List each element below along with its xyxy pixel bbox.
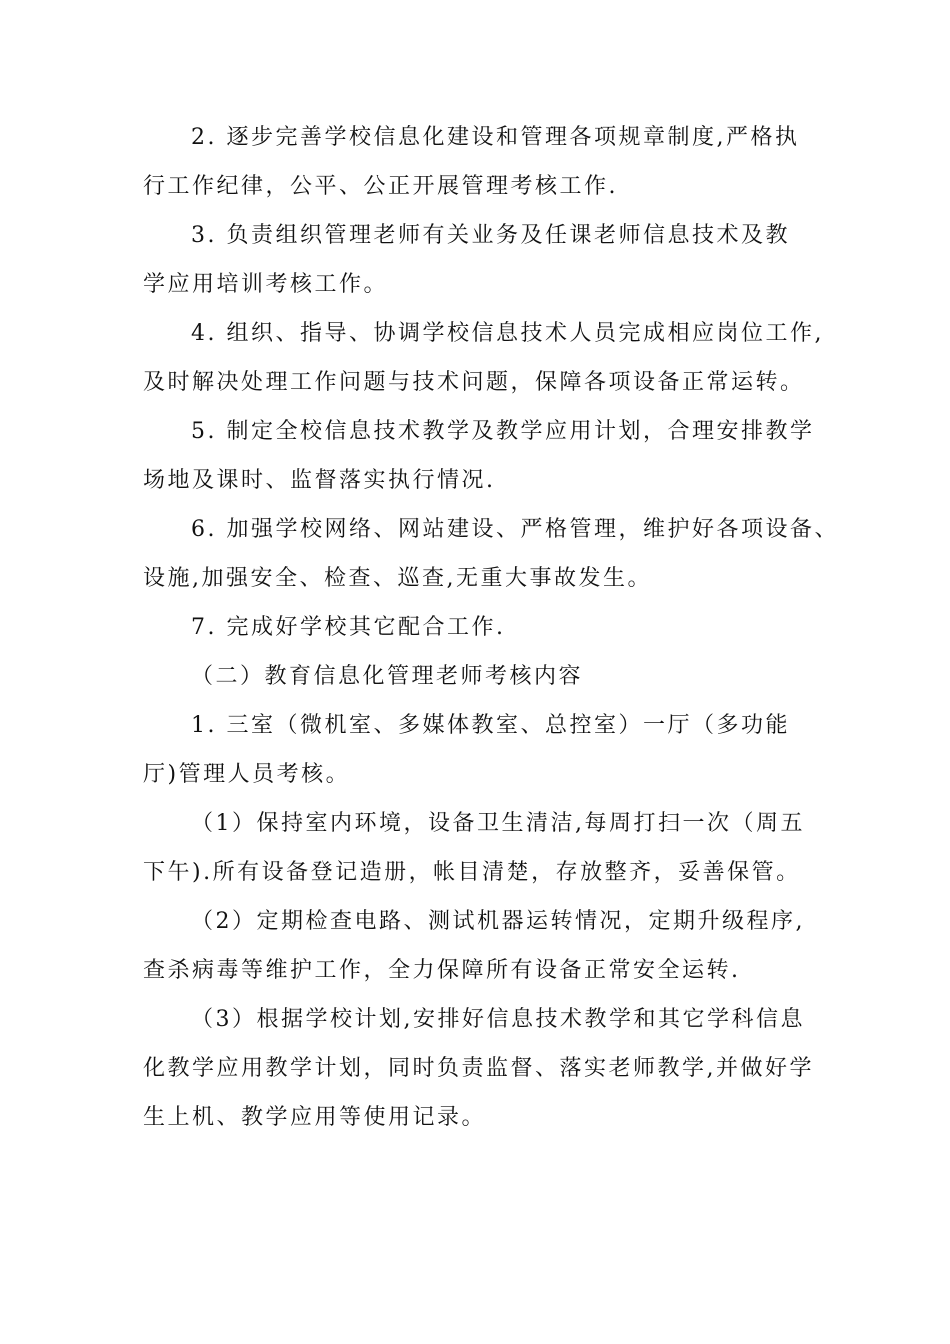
paragraph-line: 下午).所有设备登记造册，帐目清楚，存放整齐，妥善保管。	[143, 860, 801, 885]
paragraph-line: （1）保持室内环境，设备卫生清洁,每周打扫一次（周五	[191, 811, 805, 836]
paragraph-line: （2）定期检查电路、测试机器运转情况，定期升级程序,	[191, 909, 805, 934]
paragraph-line: 2. 逐步完善学校信息化建设和管理各项规章制度,严格执	[191, 125, 800, 150]
paragraph-line: 场地及课时、监督落实执行情况.	[143, 468, 496, 493]
paragraph-line: 5. 制定全校信息技术教学及教学应用计划，合理安排教学	[191, 419, 815, 444]
paragraph-line: 设施,加强安全、检查、巡查,无重大事故发生。	[143, 566, 652, 591]
paragraph-line: 7. 完成好学校其它配合工作.	[191, 615, 506, 640]
paragraph-line: 学应用培训考核工作。	[143, 272, 389, 297]
paragraph-line: 化教学应用教学计划，同时负责监督、落实老师教学,并做好学	[143, 1056, 814, 1081]
paragraph-line: 及时解决处理工作问题与技术问题，保障各项设备正常运转。	[143, 370, 805, 395]
paragraph-line: 厅)管理人员考核。	[143, 762, 351, 787]
paragraph-line: 6. 加强学校网络、网站建设、严格管理，维护好各项设备、	[191, 517, 839, 542]
paragraph-line: 3. 负责组织管理老师有关业务及任课老师信息技术及教	[191, 223, 790, 248]
paragraph-line: 1. 三室（微机室、多媒体教室、总控室）一厅（多功能	[191, 713, 790, 738]
paragraph-line: （3）根据学校计划,安排好信息技术教学和其它学科信息	[191, 1007, 805, 1032]
paragraph-line: 生上机、教学应用等使用记录。	[143, 1105, 487, 1130]
paragraph-line: 查杀病毒等维护工作，全力保障所有设备正常安全运转.	[143, 958, 741, 983]
paragraph-line: 行工作纪律，公平、公正开展管理考核工作.	[143, 174, 618, 199]
document-body	[143, 113, 839, 1142]
section-heading: （二）教育信息化管理老师考核内容	[191, 664, 584, 689]
paragraph-line: 4. 组织、指导、协调学校信息技术人员完成相应岗位工作,	[191, 321, 824, 346]
